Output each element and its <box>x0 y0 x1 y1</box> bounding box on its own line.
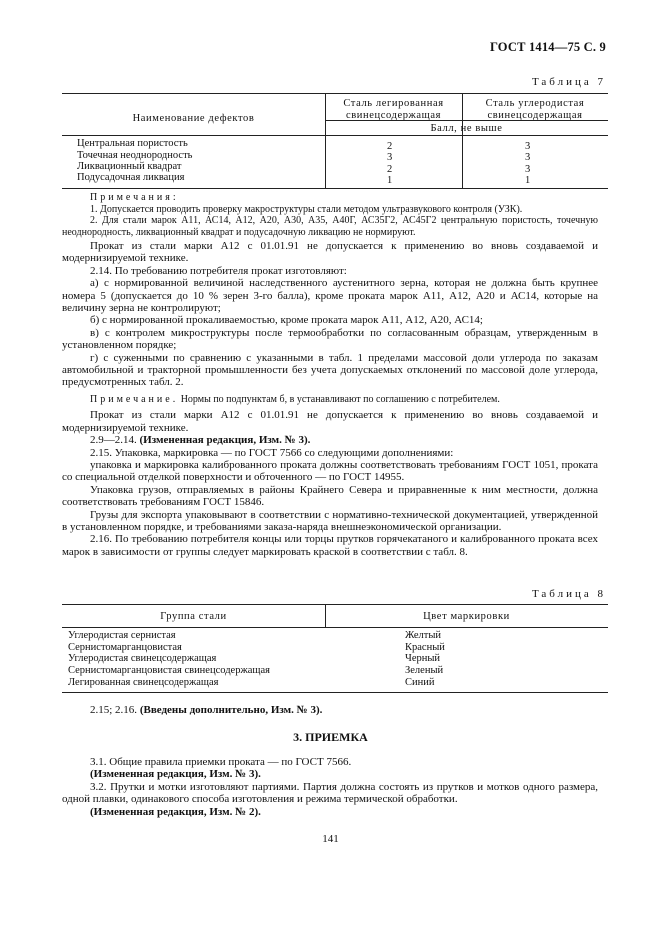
table7-row-alloy: 2 <box>387 164 393 175</box>
table7-divider-1 <box>325 93 326 188</box>
paragraph-2-14-a: а) с нормированной величиной наследственного аустенитного зерна, которая не должна быть крупнее номера 5 (допускается до 10 % зерен 3-го балла), кроме проката марок А11, А12, А20 и АС14, которые на величину зерна не контролируют; <box>62 277 598 315</box>
table8-row-group: Сернистомарганцовистая свинецсодержащая <box>68 665 270 676</box>
amendment-number: 2.9—2.14. <box>90 434 137 447</box>
amendment-text: (Измененная редакция, Изм. № 3). <box>139 434 311 447</box>
amendment-text: (Измененная редакция, Изм. № 3). <box>90 768 261 781</box>
paragraph: Прокат из стали марки А12 с 01.01.91 не допускается к применению во вновь создаваемой и модернизируемой технике. <box>62 240 598 265</box>
table8-bottom-rule <box>62 692 608 693</box>
table8-col-color: Цвет маркировки <box>423 611 510 622</box>
paragraph-2-14-v: в) с контролем микроструктуры после термообработки по согласованным образцам, утвержденным в установленном порядке; <box>62 326 598 352</box>
table7-row-name: Подусадочная ликвация <box>77 172 185 183</box>
amendment-line <box>62 704 598 716</box>
table7-caption: Таблица 7 <box>531 76 606 88</box>
notes-title: Примечания: <box>90 192 179 203</box>
paragraph-2-14: 2.14. По требованию потребителя прокат изготовляют: <box>90 264 347 277</box>
table7-row-alloy: 3 <box>387 152 393 163</box>
table7-col-carbon: Сталь углеродистая свинецсодержащая <box>485 98 585 121</box>
table7-row-carbon: 3 <box>525 152 531 163</box>
amendment-text: (Измененная редакция, Изм. № 2). <box>90 805 261 818</box>
note-2: 2. Для стали марок А11, АС14, А12, А20, А30, А35, А40Г, АС35Г2, АС45Г2 центральную пористость, точечную неоднородность, ликвационный квадрат и подусадочную ликвацию не нормируют. <box>62 215 598 238</box>
table8-row-group: Углеродистая свинецсодержащая <box>68 653 217 664</box>
table7-row-alloy: 1 <box>387 175 393 186</box>
table7-divider-2 <box>462 93 463 188</box>
table7-row-carbon: 3 <box>525 164 531 175</box>
table8-header-rule <box>62 627 608 628</box>
amendment-text: (Введены дополнительно, Изм. № 3). <box>139 704 323 716</box>
table8-caption: Таблица 8 <box>531 588 606 600</box>
table8-row-group: Углеродистая сернистая <box>68 630 176 641</box>
table7-row-name: Центральная пористость <box>77 138 188 149</box>
table7-mid-rule <box>325 120 608 121</box>
table8-row-color: Красный <box>405 642 445 653</box>
table8-top-rule <box>62 604 608 605</box>
table7-bottom-rule <box>62 188 608 189</box>
table7-row-name: Точечная неоднородность <box>77 150 193 161</box>
paragraph-2-14-g: г) с суженными по сравнению с указанными в табл. 1 пределами массовой доли углерода по заказам автомобильной и тракторной промышленности без учета допускаемых отклонений по массовой доле углерода, предусмотренных табл. 2. <box>62 351 598 389</box>
note-1: 1. Допускается проводить проверку макроструктуры стали методом ультразвукового контроля (УЗК). <box>90 203 523 215</box>
table8-row-color: Зеленый <box>405 665 444 676</box>
table7-header-rule <box>62 135 608 136</box>
section-title: 3. ПРИЕМКА <box>293 730 368 744</box>
page-header: ГОСТ 1414—75 С. 9 <box>489 40 606 54</box>
body-text-block-2 <box>62 704 598 716</box>
paragraph-2-15-b: Упаковка грузов, отправляемых в районы Крайнего Севера и приравненные к ним местности, должна соответствовать требованиям ГОСТ 15846. <box>62 483 598 509</box>
body-text-block-1 <box>62 240 598 558</box>
table7-row-alloy: 2 <box>387 141 393 152</box>
table7-col-alloy: Сталь легированная свинецсодержащая <box>343 98 444 121</box>
table7-col-name: Наименование дефектов <box>132 113 255 124</box>
paragraph: Прокат из стали марки А12 с 01.01.91 не допускается к применению во вновь создаваемой и модернизируемой технике. <box>62 409 598 434</box>
body-text-block-3 <box>62 756 598 818</box>
paragraph-3-2: 3.2. Прутки и мотки изготовляют партиями. Партия должна состоять из прутков и мотков одного размера, одной плавки, одинакового способа изготовления и режима термической обработки. <box>62 780 598 806</box>
page-number: 141 <box>322 833 339 845</box>
table7-notes <box>62 192 598 238</box>
note-paragraph <box>62 394 598 406</box>
table7-top-rule <box>62 93 608 94</box>
table8-row-group: Легированная свинецсодержащая <box>68 677 219 688</box>
table8-col-group: Группа стали <box>160 611 227 622</box>
table8-row-color: Синий <box>405 677 435 688</box>
table8-row-color: Черный <box>405 653 441 664</box>
note-label: Примечание. <box>90 393 179 405</box>
table7-row-name: Ликвационный квадрат <box>77 161 182 172</box>
table7-score-header: Балл, не выше <box>430 123 503 134</box>
table7-row-carbon: 1 <box>525 175 531 186</box>
paragraph-3-1: 3.1. Общие правила приемки проката — по ГОСТ 7566. <box>90 756 352 768</box>
paragraph-2-14-b: б) с нормированной прокаливаемостью, кроме проката марок А11, А12, А20, АС14; <box>90 314 483 327</box>
paragraph-2-15-a: упаковка и маркировка калиброванного проката должны соответствовать требованиям ГОСТ 1051, проката со специальной отделкой поверхности и обточенного — по ГОСТ 14955. <box>62 458 598 484</box>
table8-row-color: Желтый <box>405 630 442 641</box>
table8-row-group: Сернистомарганцовистая <box>68 642 182 653</box>
paragraph-2-15-c: Грузы для экспорта упаковывают в соответствии с нормативно-технической документацией, утвержденной в установленном порядке, и требованиями заказа-наряда внешнеэкономической организации. <box>62 508 598 533</box>
table7-row-carbon: 3 <box>525 141 531 152</box>
paragraph-2-16: 2.16. По требованию потребителя концы или торцы прутков горячекатаного и калиброванного проката всех марок в зависимости от группы следует маркировать краской в соответствии с табл. 8. <box>62 533 598 558</box>
amendment-number: 2.15; 2.16. <box>90 704 138 716</box>
amendment-line <box>62 434 598 446</box>
note-text: Нормы по подпунктам б, в устанавливают по соглашению с потребителем. <box>180 393 500 405</box>
paragraph-2-15: 2.15. Упаковка, маркировка — по ГОСТ 7566 со следующими дополнениями: <box>90 446 454 459</box>
